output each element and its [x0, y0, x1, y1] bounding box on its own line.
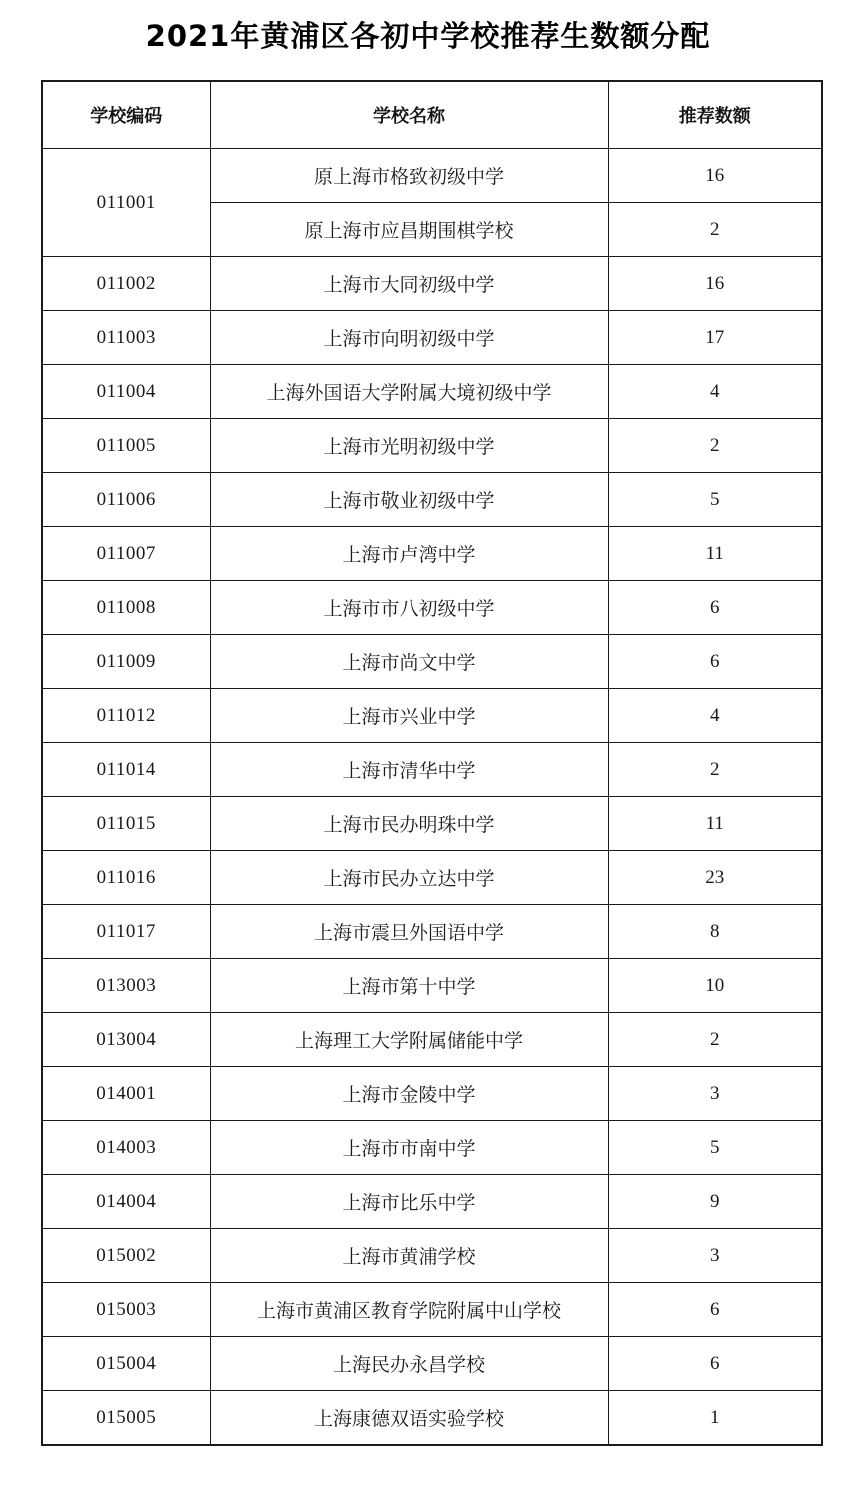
table-row: [42, 1337, 822, 1391]
school-code-cell: 011003: [42, 311, 210, 365]
table-row: [42, 1283, 822, 1337]
table-row: [42, 1175, 822, 1229]
school-code-cell: 011005: [42, 419, 210, 473]
school-name-cell: 上海市敬业初级中学: [210, 473, 608, 527]
school-name-cell: 上海市光明初级中学: [210, 419, 608, 473]
school-name-cell: 上海市黄浦区教育学院附属中山学校: [210, 1283, 608, 1337]
school-code-cell: 011017: [42, 905, 210, 959]
quota-cell: 11: [608, 797, 822, 851]
school-name-cell: 上海市市南中学: [210, 1121, 608, 1175]
quota-cell: 3: [608, 1229, 822, 1283]
quota-cell: 9: [608, 1175, 822, 1229]
quota-cell: 1: [608, 1391, 822, 1446]
table-row: [42, 1013, 822, 1067]
school-name-cell: 上海民办永昌学校: [210, 1337, 608, 1391]
quota-cell: 11: [608, 527, 822, 581]
quota-cell: 10: [608, 959, 822, 1013]
school-name-cell: 上海市民办明珠中学: [210, 797, 608, 851]
table-row: [42, 959, 822, 1013]
table-row: [42, 365, 822, 419]
school-name-cell: 上海外国语大学附属大境初级中学: [210, 365, 608, 419]
table-row: [42, 581, 822, 635]
school-name-cell: 上海康德双语实验学校: [210, 1391, 608, 1446]
school-code-cell: 011008: [42, 581, 210, 635]
school-code-cell: 011002: [42, 257, 210, 311]
table-row: [42, 1121, 822, 1175]
quota-cell: 23: [608, 851, 822, 905]
quota-cell: 3: [608, 1067, 822, 1121]
table-row: [42, 257, 822, 311]
school-code-cell: 011004: [42, 365, 210, 419]
table-row: [42, 797, 822, 851]
column-header-quota: 推荐数额: [608, 81, 822, 149]
quota-cell: 6: [608, 1337, 822, 1391]
school-code-cell: 011006: [42, 473, 210, 527]
table-row: [42, 851, 822, 905]
quota-cell: 2: [608, 419, 822, 473]
page-title: 2021年黄浦区各初中学校推荐生数额分配: [145, 19, 711, 53]
school-name-cell: 上海市向明初级中学: [210, 311, 608, 365]
quota-cell: 2: [608, 1013, 822, 1067]
table-row: [42, 1067, 822, 1121]
quota-cell: 5: [608, 473, 822, 527]
quota-cell: 16: [608, 257, 822, 311]
quota-cell: 8: [608, 905, 822, 959]
school-code-cell: 011016: [42, 851, 210, 905]
table-row: [42, 473, 822, 527]
table-row: [42, 527, 822, 581]
school-code-cell: 011001: [42, 149, 210, 257]
quota-cell: 17: [608, 311, 822, 365]
quota-cell: 2: [608, 203, 822, 257]
school-code-cell: 011014: [42, 743, 210, 797]
school-code-cell: 014004: [42, 1175, 210, 1229]
school-name-cell: 上海市震旦外国语中学: [210, 905, 608, 959]
quota-cell: 2: [608, 743, 822, 797]
school-code-cell: 011007: [42, 527, 210, 581]
quota-cell: 5: [608, 1121, 822, 1175]
quota-cell: 6: [608, 635, 822, 689]
quota-cell: 4: [608, 365, 822, 419]
school-name-cell: 上海市金陵中学: [210, 1067, 608, 1121]
table-row: [42, 743, 822, 797]
school-name-cell: 上海市第十中学: [210, 959, 608, 1013]
table-header-row: [42, 81, 822, 149]
school-name-cell: 上海市大同初级中学: [210, 257, 608, 311]
table-row: [42, 1391, 822, 1446]
school-code-cell: 014001: [42, 1067, 210, 1121]
quota-table: [41, 80, 823, 1446]
school-name-cell: 上海市尚文中学: [210, 635, 608, 689]
school-code-cell: 015005: [42, 1391, 210, 1446]
school-code-cell: 015003: [42, 1283, 210, 1337]
school-name-cell: 原上海市格致初级中学: [210, 149, 608, 203]
table-row: [42, 689, 822, 743]
school-code-cell: 011009: [42, 635, 210, 689]
school-code-cell: 011015: [42, 797, 210, 851]
quota-cell: 6: [608, 581, 822, 635]
school-name-cell: 上海市黄浦学校: [210, 1229, 608, 1283]
school-code-cell: 013004: [42, 1013, 210, 1067]
school-code-cell: 014003: [42, 1121, 210, 1175]
quota-cell: 16: [608, 149, 822, 203]
column-header-name: 学校名称: [210, 81, 608, 149]
school-code-cell: 015002: [42, 1229, 210, 1283]
table-row: [42, 311, 822, 365]
column-header-code: 学校编码: [42, 81, 210, 149]
school-code-cell: 013003: [42, 959, 210, 1013]
school-name-cell: 上海市卢湾中学: [210, 527, 608, 581]
table-row: [42, 905, 822, 959]
school-name-cell: 上海市清华中学: [210, 743, 608, 797]
school-name-cell: 上海市民办立达中学: [210, 851, 608, 905]
school-name-cell: 上海市兴业中学: [210, 689, 608, 743]
quota-cell: 6: [608, 1283, 822, 1337]
school-name-cell: 上海市比乐中学: [210, 1175, 608, 1229]
table-row: [42, 419, 822, 473]
table-row: [42, 1229, 822, 1283]
school-name-cell: 原上海市应昌期围棋学校: [210, 203, 608, 257]
quota-cell: 4: [608, 689, 822, 743]
school-code-cell: 015004: [42, 1337, 210, 1391]
table-row: [42, 635, 822, 689]
school-code-cell: 011012: [42, 689, 210, 743]
school-name-cell: 上海理工大学附属储能中学: [210, 1013, 608, 1067]
school-name-cell: 上海市市八初级中学: [210, 581, 608, 635]
table-row: [42, 149, 822, 203]
